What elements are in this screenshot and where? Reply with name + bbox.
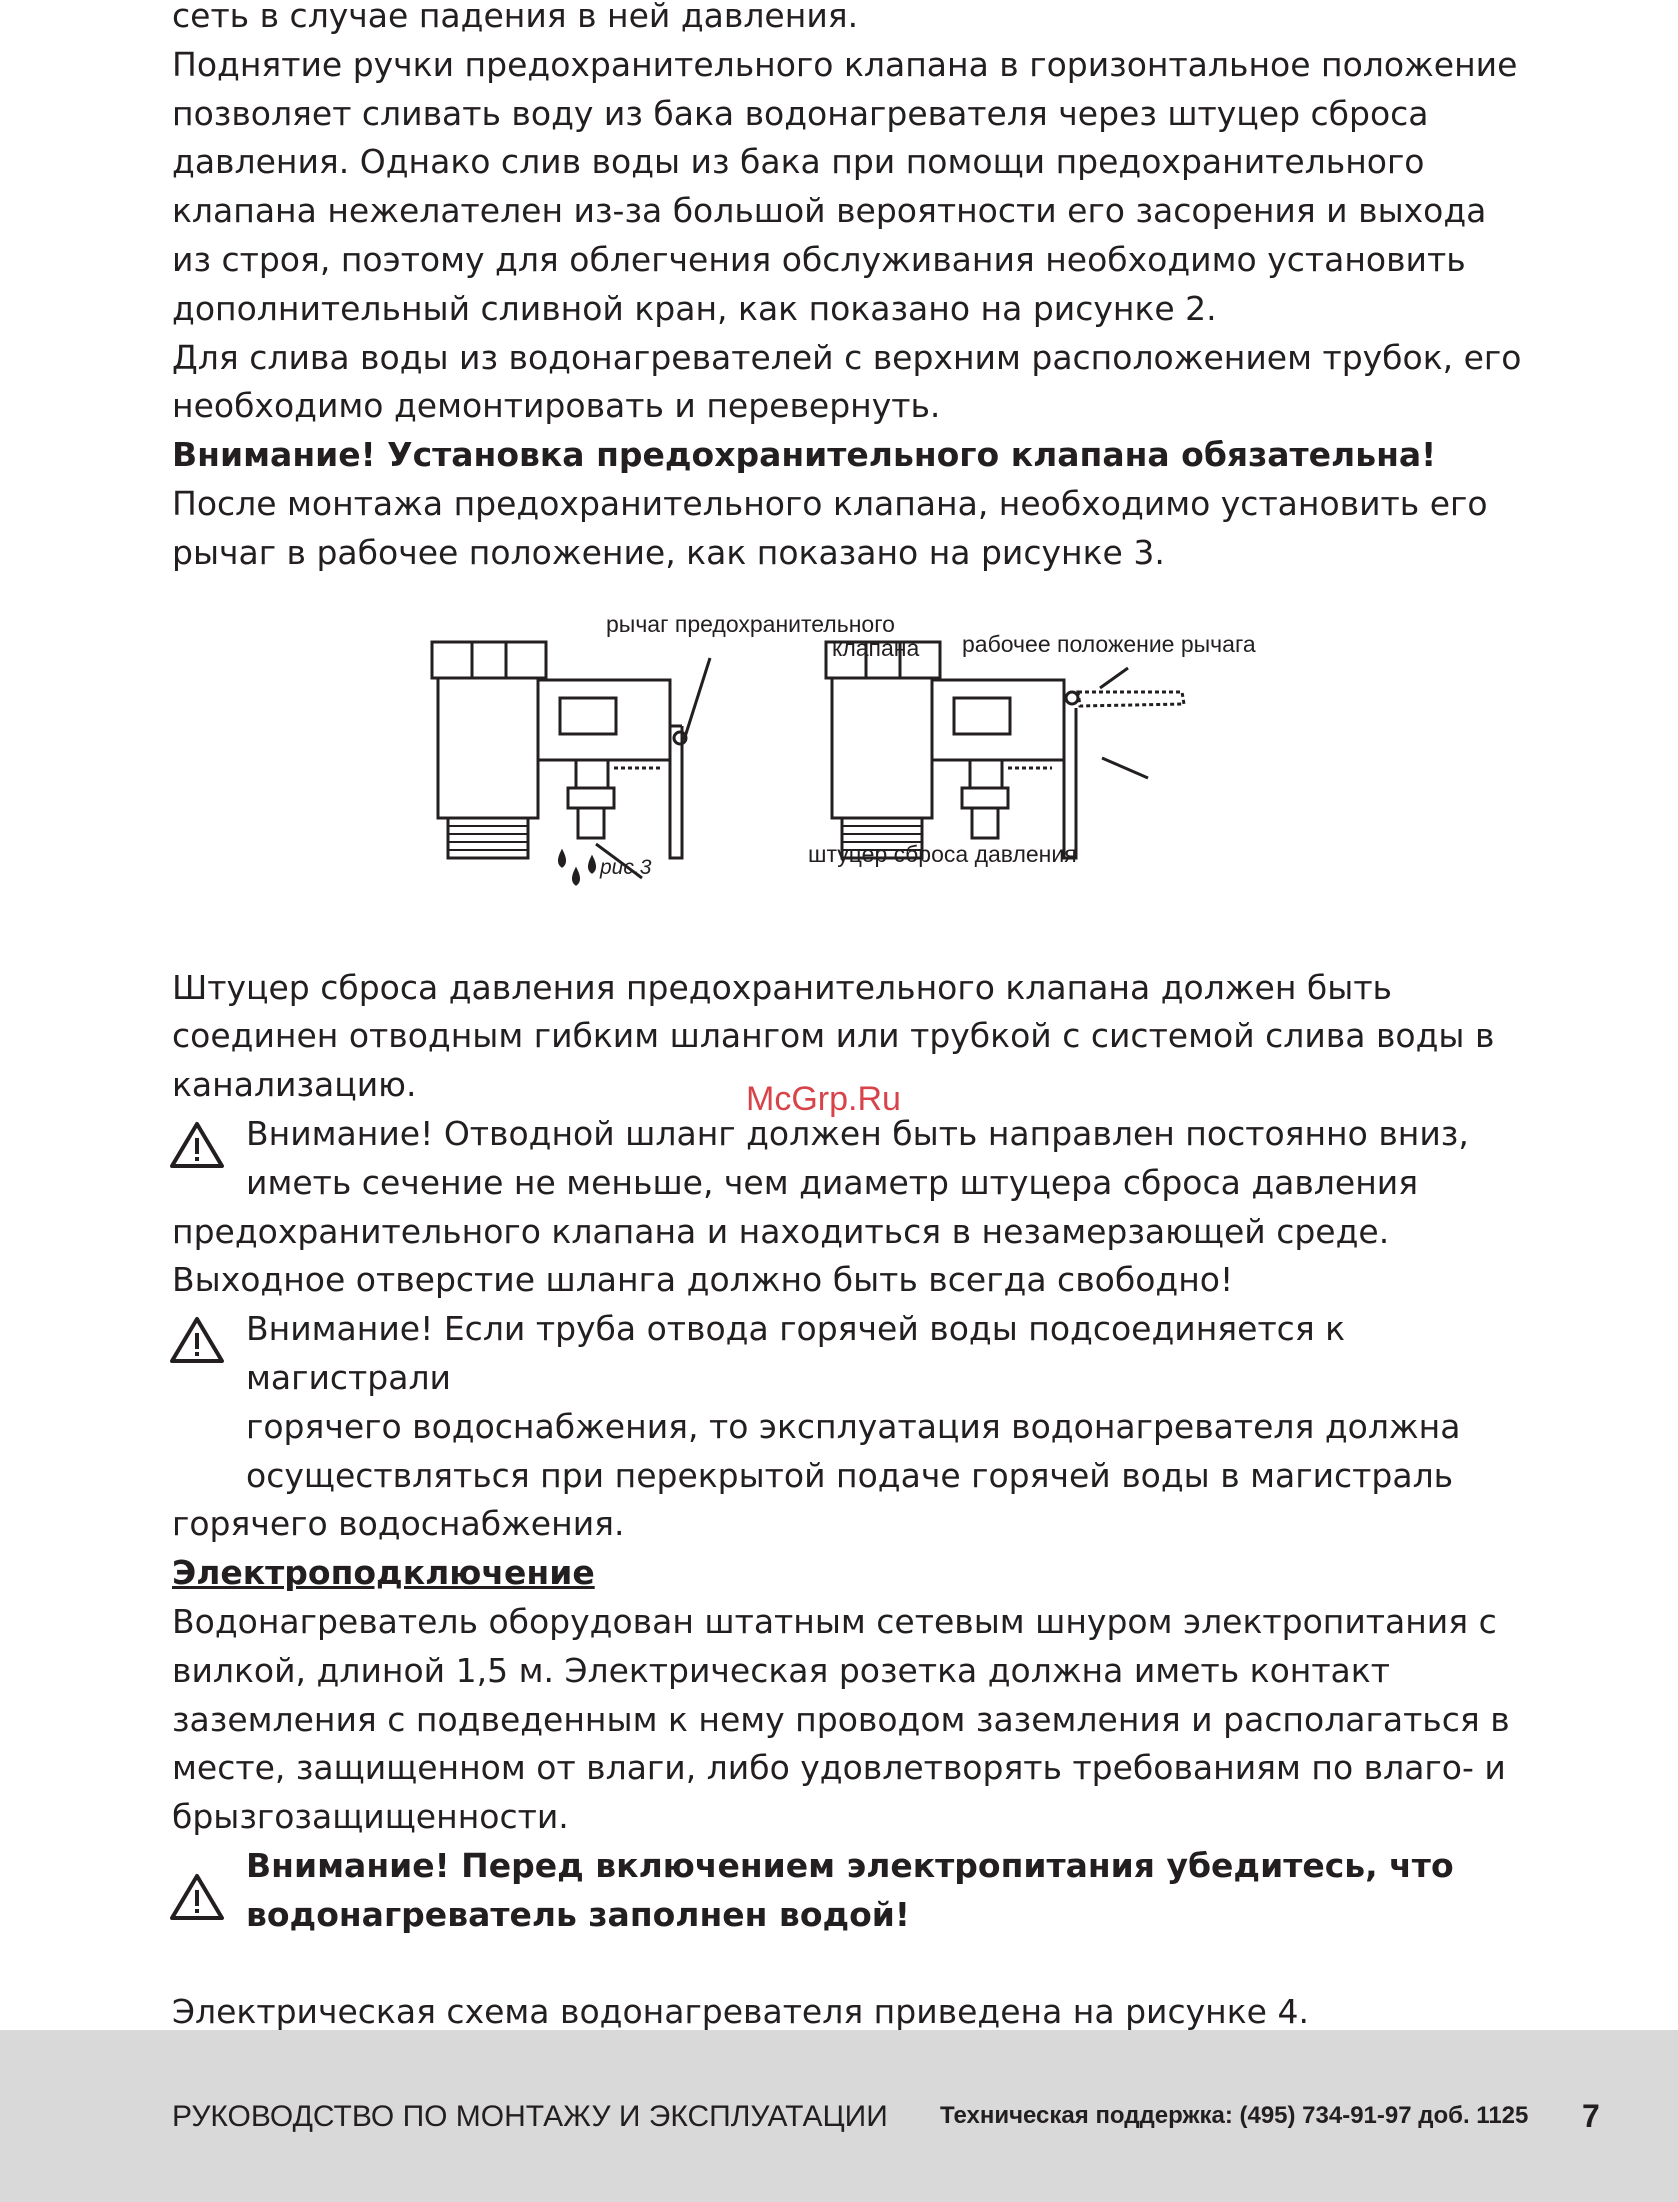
warning-line: горячего водоснабжения. — [172, 1504, 625, 1544]
warning-line: горячего водоснабжения, то эксплуатация водонагревателя должна — [246, 1406, 1461, 1446]
warning-line: водонагреватель заполнен водой! — [246, 1894, 910, 1934]
figure-3 — [412, 608, 1412, 968]
paragraph: Для слива воды из водонагревателей с верхним расположением трубок, его необходимо демонтировать и перевернуть. — [172, 337, 1522, 426]
warning-triangle-icon — [168, 1872, 226, 1922]
footer-title: РУКОВОДСТВО ПО МОНТАЖУ И ЭКСПЛУАТАЦИИ — [172, 2100, 888, 2133]
document-body — [172, 0, 1532, 2036]
warning-line: осуществляться при перекрытой подаче горячей воды в магистраль — [246, 1455, 1454, 1495]
warning-line: предохранительного клапана и находиться в незамерзающей среде. — [172, 1211, 1390, 1251]
warning-block — [172, 1842, 1532, 1940]
label-working-position: рабочее положение рычага — [962, 630, 1256, 657]
warning-bold: Внимание! Установка предохранительного клапана обязательна! — [172, 435, 1437, 475]
page-footer — [0, 2030, 1678, 2202]
label-lever: рычаг предохранительного — [606, 610, 895, 637]
warning-line: иметь сечение не меньше, чем диаметр штуцера сброса давления — [246, 1162, 1419, 1202]
warning-line: Внимание! Отводной шланг должен быть направлен постоянно вниз, — [246, 1113, 1469, 1153]
page-number: 7 — [1582, 2098, 1600, 2134]
warning-triangle-icon — [168, 1120, 226, 1170]
paragraph: Водонагреватель оборудован штатным сетевым шнуром электропитания с вилкой, длиной 1,5 м. Электрическая розетка должна иметь контакт заземления с подведенным к нему проводом заземления и располагаться в месте, защищенном от влаги, либо удовлетворять требованиям по влаго- и брызгозащищенности. — [172, 1601, 1510, 1837]
footer-support: Техническая поддержка: (495) 734-91-97 доб. 1125 — [940, 2102, 1529, 2129]
paragraph: Штуцер сброса давления предохранительного клапана должен быть соединен отводным гибким шлангом или трубкой с системой слива воды в канализацию. — [172, 967, 1495, 1105]
paragraph: Выходное отверстие шланга должно быть всегда свободно! — [172, 1260, 1234, 1300]
paragraph: сеть в случае падения в ней давления. — [172, 0, 859, 35]
figure-caption: рис.3 — [600, 855, 652, 879]
warning-block — [172, 1305, 1532, 1549]
paragraph: Электрическая схема водонагревателя приведена на рисунке 4. — [172, 1991, 1309, 2031]
section-heading: Электроподключение — [172, 1553, 595, 1593]
warning-triangle-icon — [168, 1315, 226, 1365]
label-fitting: штуцер сброса давления — [808, 840, 1077, 867]
warning-block — [172, 1110, 1532, 1256]
warning-line: Внимание! Если труба отвода горячей воды подсоединяется к магистрали — [246, 1309, 1346, 1397]
watermark: McGrp.Ru — [746, 1080, 901, 1118]
warning-line: Внимание! Перед включением электропитания убедитесь, что — [246, 1845, 1454, 1885]
paragraph: После монтажа предохранительного клапана, необходимо установить его рычаг в рабочее положение, как показано на рисунке 3. — [172, 483, 1488, 572]
label-valve: клапана — [832, 634, 920, 661]
paragraph: Поднятие ручки предохранительного клапана в горизонтальное положение позволяет сливать воду из бака водонагревателя через штуцер сброса давления. Однако слив воды из бака при помощи предохранительного клапана нежелателен из-за большой вероятности его засорения и выхода из строя, поэтому для облегчения обслуживания необходимо установить дополнительный сливной кран, как показано на рисунке 2. — [172, 44, 1518, 328]
